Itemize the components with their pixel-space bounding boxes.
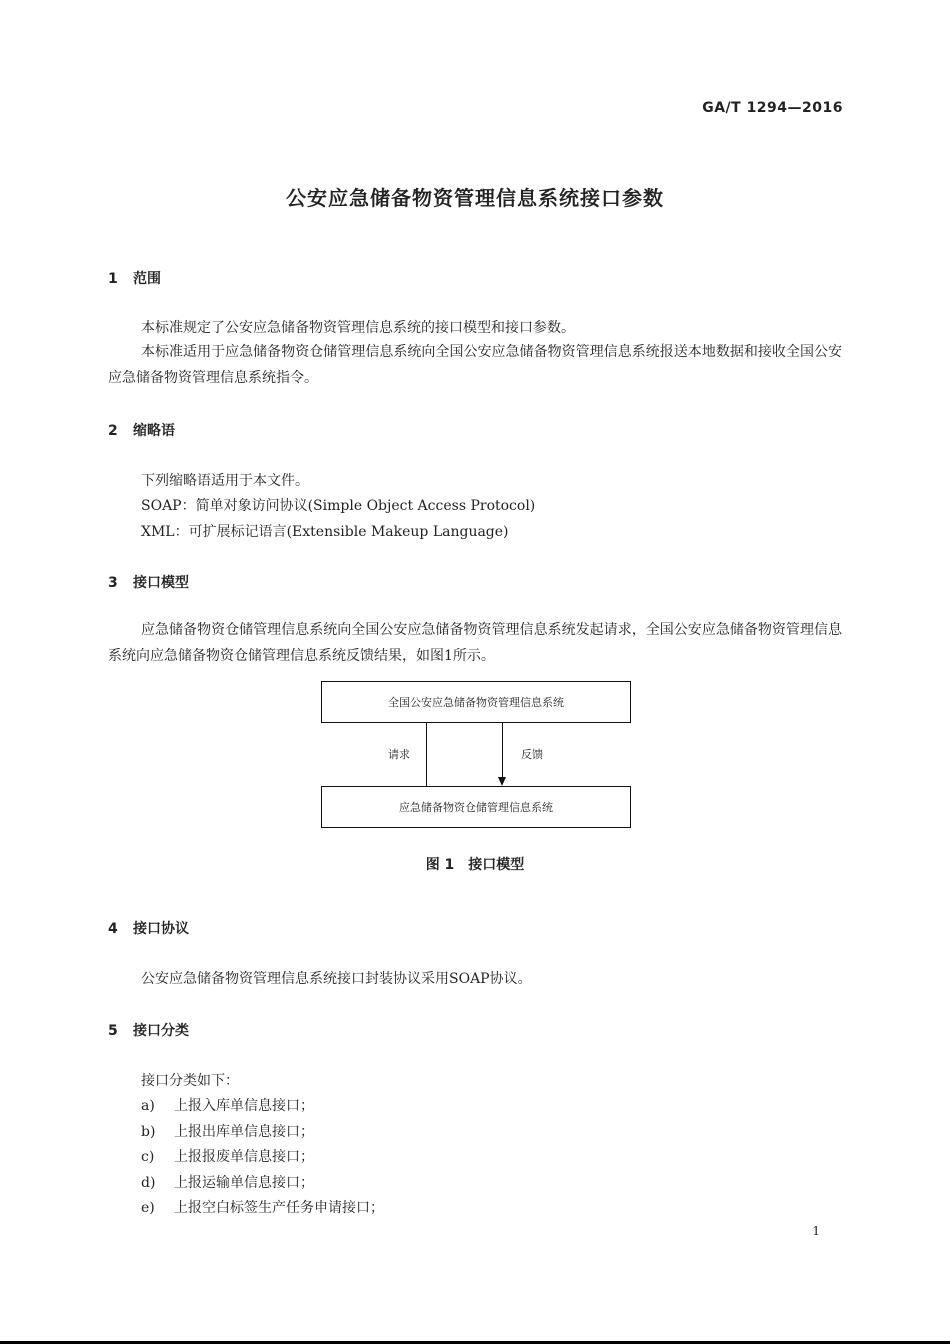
list-item-label: d): [141, 1175, 156, 1191]
list-item-text: 上报出库单信息接口；: [174, 1124, 314, 1140]
feedback-label: 反馈: [521, 748, 543, 761]
list-item-text: 上报报废单信息接口；: [174, 1149, 314, 1165]
list-item-label: b): [141, 1124, 156, 1140]
figure-caption: 图 1 接口模型: [425, 857, 525, 873]
section-title: 接口分类: [133, 1023, 189, 1039]
classification-intro: 接口分类如下：: [141, 1073, 239, 1089]
list-item: [141, 1172, 314, 1192]
national-system-box: 全国公安应急储备物资管理信息系统: [321, 681, 631, 723]
model-paragraph: 应急储备物资仓储管理信息系统向全国公安应急储备物资管理信息系统发起请求，全国公安应急储备物资管理信息系统向应急储备物资仓储管理信息系统反馈结果，如图1所示。: [108, 622, 842, 664]
section-2-heading: [108, 420, 175, 440]
section-title: 缩略语: [133, 423, 175, 439]
section-number: 4: [108, 921, 118, 937]
list-item-label: e): [141, 1200, 155, 1216]
list-item: [141, 1197, 384, 1217]
standard-code: GA/T 1294—2016: [702, 100, 843, 116]
document-title: 公安应急储备物资管理信息系统接口参数: [286, 186, 664, 210]
list-item: [141, 1121, 314, 1141]
request-line: [426, 723, 427, 786]
abbrev-soap: SOAP：简单对象访问协议(Simple Object Access Protocol): [141, 498, 536, 514]
section-5-heading: [108, 1020, 189, 1040]
section-title: 接口模型: [133, 575, 189, 591]
list-item-text: 上报运输单信息接口；: [174, 1175, 314, 1191]
section-3-heading: [108, 572, 189, 592]
feedback-line: [502, 723, 503, 778]
list-item-label: a): [141, 1098, 155, 1114]
list-item: [141, 1146, 314, 1166]
section-title: 范围: [133, 271, 161, 287]
section-1-heading: [108, 268, 161, 288]
page-number: 1: [812, 1224, 820, 1238]
warehouse-system-box: 应急储备物资仓储管理信息系统: [321, 786, 631, 828]
scope-paragraph-1: 本标准规定了公安应急储备物资管理信息系统的接口模型和接口参数。: [141, 320, 575, 336]
section-number: 3: [108, 575, 118, 591]
section-4-heading: [108, 918, 189, 938]
request-label: 请求: [388, 748, 410, 761]
section-number: 2: [108, 423, 118, 439]
feedback-arrow-icon: [498, 777, 506, 786]
section-title: 接口协议: [133, 921, 189, 937]
abbrev-intro: 下列缩略语适用于本文件。: [141, 473, 309, 489]
section-number: 1: [108, 271, 118, 287]
list-item-text: 上报入库单信息接口；: [174, 1098, 314, 1114]
list-item-text: 上报空白标签生产任务申请接口；: [174, 1200, 384, 1216]
list-item-label: c): [141, 1149, 155, 1165]
section-number: 5: [108, 1023, 118, 1039]
protocol-paragraph: 公安应急储备物资管理信息系统接口封装协议采用SOAP协议。: [141, 971, 532, 987]
list-item: [141, 1095, 314, 1115]
abbrev-xml: XML：可扩展标记语言(Extensible Makeup Language): [141, 524, 509, 540]
scope-paragraph-2: 本标准适用于应急储备物资仓储管理信息系统向全国公安应急储备物资管理信息系统报送本地数据和接收全国公安应急储备物资管理信息系统指令。: [108, 344, 842, 386]
